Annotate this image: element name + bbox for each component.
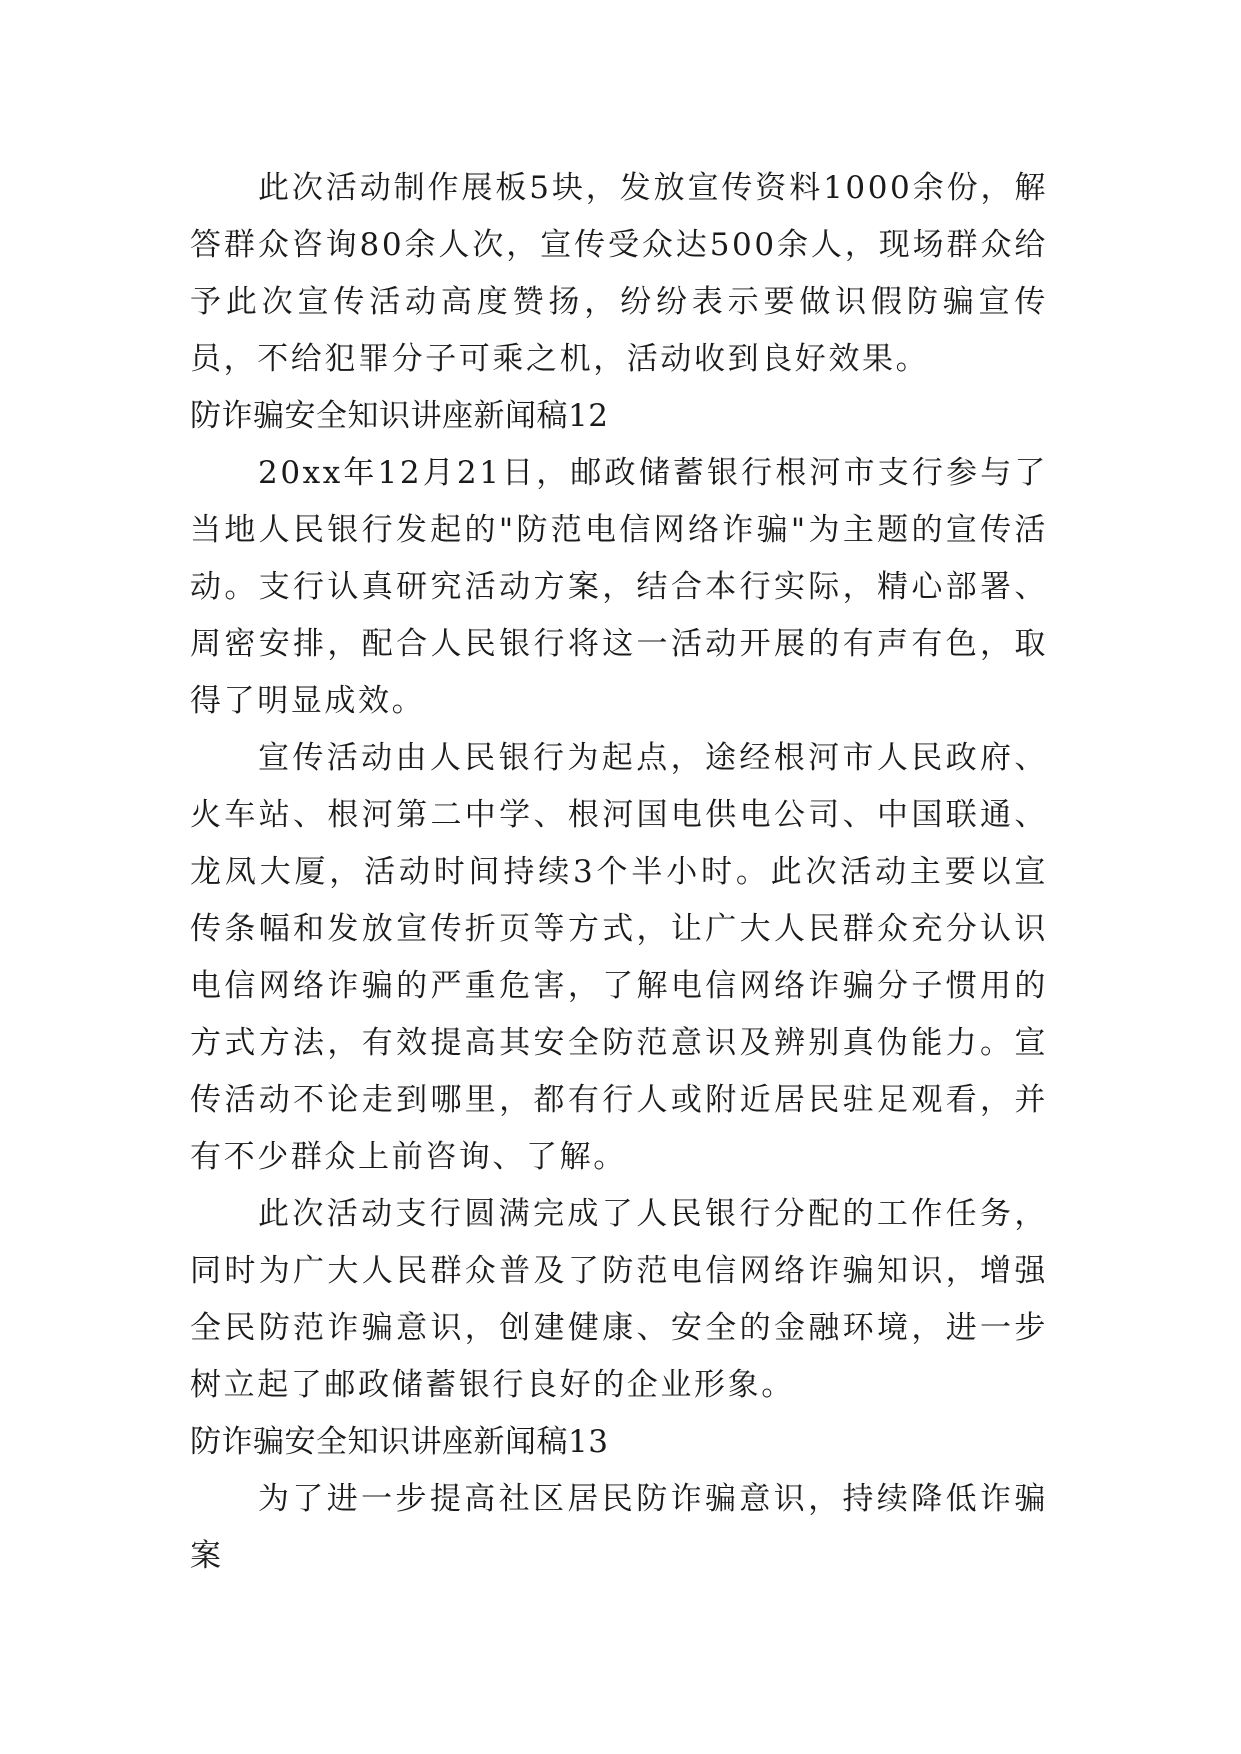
paragraph-event-intro: 20xx年12月21日，邮政储蓄银行根河市支行参与了当地人民银行发起的"防范电信网络诈骗"为主题的宣传活动。支行认真研究活动方案，结合本行实际，精心部署、周密安排，配合人民银行将这一活动开展的有声有色，取得了明显成效。 [190,455,1048,719]
paragraph-event-route: 宣传活动由人民银行为起点，途经根河市人民政府、火车站、根河第二中学、根河国电供电公司、中国联通、龙凤大厦，活动时间持续3个半小时。此次活动主要以宣传条幅和发放宣传折页等方式，让广大人民群众充分认识电信网络诈骗的严重危害，了解电信网络诈骗分子惯用的方式方法，有效提高其安全防范意识及辨别真伪能力。宣传活动不论走到哪里，都有行人或附近居民驻足观看，并有不少群众上前咨询、了解。 [190,740,1048,1175]
paragraph-event-summary: 此次活动支行圆满完成了人民银行分配的工作任务，同时为广大人民群众普及了防范电信网络诈骗知识，增强全民防范诈骗意识，创建健康、安全的金融环境，进一步树立起了邮政储蓄银行良好的企业形象。 [190,1196,1048,1403]
paragraph-section-13-intro: 为了进一步提高社区居民防诈骗意识，持续降低诈骗案 [190,1481,1048,1574]
paragraph-event-results: 此次活动制作展板5块，发放宣传资料1000余份，解答群众咨询80余人次，宣传受众达500余人，现场群众给予此次宣传活动高度赞扬，纷纷表示要做识假防骗宣传员，不给犯罪分子可乘之机，活动收到良好效果。 [190,170,1048,377]
document-body [190,160,1048,1585]
section-heading-13: 防诈骗安全知识讲座新闻稿13 [190,1424,609,1460]
section-heading-12: 防诈骗安全知识讲座新闻稿12 [190,398,609,434]
